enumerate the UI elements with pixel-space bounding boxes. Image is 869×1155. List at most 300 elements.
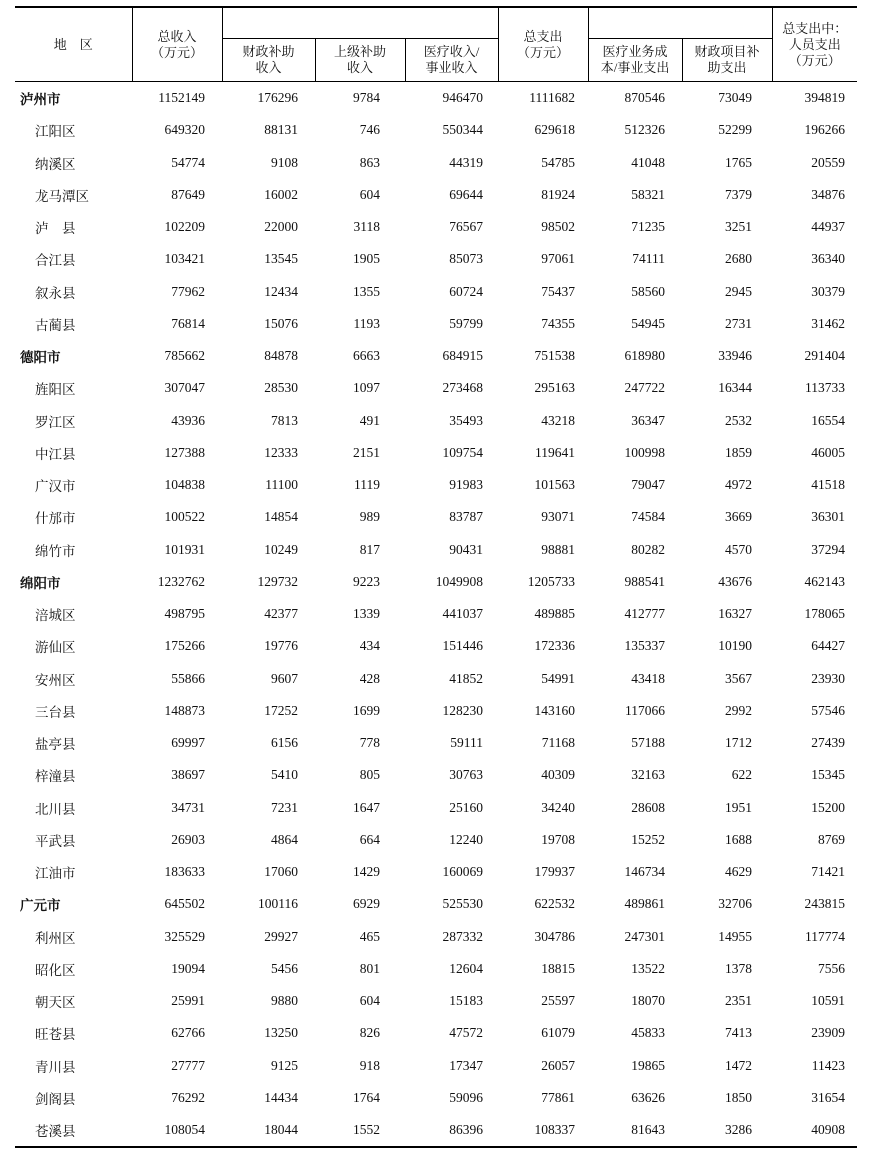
total-expense-cell: 108337: [498, 1114, 588, 1147]
project-subsidy-cell: 16327: [718, 606, 753, 622]
total-expense-cell: 179937: [534, 864, 576, 880]
personnel-expense-cell: 15345: [811, 767, 846, 783]
total-expense-cell: 97061: [541, 251, 576, 267]
fiscal-subsidy-cell: 29927: [264, 928, 298, 944]
superior-subsidy-cell: 9223: [353, 573, 380, 589]
fiscal-subsidy-cell: 19776: [264, 638, 298, 654]
superior-subsidy-cell: 9784: [353, 90, 380, 106]
district-row: [15, 824, 857, 856]
district-name: 泸 县: [35, 221, 76, 237]
district-row: [15, 630, 857, 662]
total-income-cell: 102209: [164, 219, 205, 235]
project-subsidy-cell: 1378: [725, 960, 753, 976]
superior-subsidy-cell: 1699: [353, 702, 380, 718]
medical-income-cell: 12240: [449, 831, 484, 847]
medical-income-cell: 550344: [442, 122, 484, 138]
superior-subsidy-cell: 1552: [315, 1114, 405, 1147]
total-income-cell: 87649: [171, 186, 205, 202]
medical-income-cell: 684915: [442, 348, 484, 364]
project-subsidy-cell: 3669: [725, 509, 753, 525]
project-subsidy-cell: 2945: [725, 283, 753, 299]
medical-income-cell: 59096: [449, 1089, 484, 1105]
district-row: [15, 953, 857, 985]
district-name: 昭化区: [35, 962, 76, 978]
total-expense-cell: 54785: [541, 154, 576, 170]
header-personnel-line3: （万元）: [788, 52, 841, 68]
total-expense-cell: 25597: [541, 993, 576, 1009]
total-income-cell: 103421: [164, 251, 205, 267]
superior-subsidy-cell: 3118: [353, 219, 380, 235]
fiscal-subsidy-cell: 16002: [264, 186, 298, 202]
fiscal-subsidy-cell: 28530: [264, 380, 298, 396]
personnel-expense-cell: 37294: [811, 541, 846, 557]
medical-cost-cell: 54945: [631, 315, 666, 331]
medical-income-cell: 85073: [449, 251, 484, 267]
medical-income-cell: 12604: [449, 960, 484, 976]
total-income-cell: 77962: [171, 283, 205, 299]
personnel-expense-cell: 196266: [804, 122, 846, 138]
personnel-expense-cell: 394819: [804, 90, 846, 106]
district-name: 罗江区: [35, 414, 76, 430]
district-name: 涪城区: [35, 608, 76, 624]
total-expense-cell: 77861: [541, 1089, 576, 1105]
total-expense-cell: 1205733: [527, 573, 576, 589]
medical-income-cell: 35493: [449, 412, 484, 428]
total-income-cell: 27777: [171, 1057, 205, 1073]
medical-cost-cell: 41048: [631, 154, 666, 170]
header-medical-cost-line1: 医疗业务成: [602, 44, 668, 59]
medical-cost-cell: 80282: [631, 541, 666, 557]
fiscal-subsidy-cell: 13250: [264, 1025, 298, 1041]
header-fiscal-subsidy: [222, 39, 315, 82]
medical-cost-cell: 57188: [631, 735, 666, 751]
total-expense-cell: 34240: [541, 799, 576, 815]
header-medical-income-line2: 事业收入: [425, 60, 478, 75]
personnel-expense-cell: 46005: [811, 444, 846, 460]
header-medical-income: [405, 39, 498, 82]
project-subsidy-cell: 3251: [725, 219, 753, 235]
total-income-cell: 1152149: [158, 90, 205, 106]
personnel-expense-cell: 40908: [772, 1114, 857, 1147]
district-name: 什邡市: [35, 511, 76, 527]
total-expense-cell: 119641: [535, 444, 576, 460]
header-medical-cost-line2: 本/事业支出: [600, 60, 670, 75]
medical-cost-cell: 988541: [624, 573, 666, 589]
fiscal-subsidy-cell: 14854: [264, 509, 298, 525]
total-expense-cell: 101563: [534, 477, 576, 493]
superior-subsidy-cell: 918: [359, 1057, 380, 1073]
total-income-cell: 183633: [164, 864, 205, 880]
personnel-expense-cell: 113733: [805, 380, 846, 396]
medical-cost-cell: 13522: [631, 960, 666, 976]
header-region-label: 地 区: [53, 36, 93, 52]
total-income-cell: 101931: [164, 541, 205, 557]
total-expense-cell: 489885: [534, 606, 576, 622]
district-name: 平武县: [35, 833, 76, 849]
superior-subsidy-cell: 6663: [353, 348, 380, 364]
district-row: [15, 1082, 857, 1114]
personnel-expense-cell: 291404: [804, 348, 846, 364]
personnel-expense-cell: 34876: [811, 186, 846, 202]
total-income-cell: 54774: [171, 154, 205, 170]
district-name: 绵竹市: [35, 543, 76, 559]
total-income-cell: 785662: [164, 348, 205, 364]
superior-subsidy-cell: 1097: [353, 380, 380, 396]
header-personnel: [772, 7, 857, 82]
superior-subsidy-cell: 6929: [353, 896, 380, 912]
medical-cost-cell: 117066: [625, 702, 666, 718]
total-income-cell: 76814: [171, 315, 205, 331]
total-income-cell: 43936: [171, 412, 205, 428]
medical-income-cell: 441037: [442, 606, 484, 622]
fiscal-subsidy-cell: 10249: [264, 541, 298, 557]
superior-subsidy-cell: 1905: [353, 251, 380, 267]
superior-subsidy-cell: 1339: [353, 606, 380, 622]
medical-cost-cell: 247722: [624, 380, 666, 396]
personnel-expense-cell: 20559: [811, 154, 846, 170]
medical-cost-cell: 19865: [631, 1057, 666, 1073]
total-income-cell: 1232762: [157, 573, 205, 589]
total-income-cell: 645502: [164, 896, 205, 912]
fiscal-subsidy-cell: 22000: [264, 219, 298, 235]
medical-cost-cell: 489861: [624, 896, 666, 912]
medical-income-cell: 44319: [449, 154, 484, 170]
medical-income-cell: 90431: [449, 541, 484, 557]
total-income-cell: 104838: [164, 477, 205, 493]
medical-cost-cell: 43418: [631, 670, 666, 686]
header-total-income: [132, 7, 222, 82]
city-row: [15, 888, 857, 920]
total-expense-cell: 304786: [534, 928, 576, 944]
medical-cost-cell: 18070: [631, 993, 666, 1009]
superior-subsidy-cell: 1119: [354, 477, 380, 493]
medical-cost-cell: 28608: [631, 799, 666, 815]
fiscal-subsidy-cell: 15076: [264, 315, 298, 331]
header-personnel-line2: 人员支出: [788, 36, 841, 52]
project-subsidy-cell: 10190: [718, 638, 753, 654]
medical-cost-cell: 45833: [631, 1025, 666, 1041]
district-row: [15, 598, 857, 630]
fiscal-subsidy-cell: 7813: [271, 412, 298, 428]
personnel-expense-cell: 11423: [811, 1057, 846, 1073]
project-subsidy-cell: 32706: [718, 896, 753, 912]
fiscal-subsidy-cell: 9108: [271, 154, 298, 170]
medical-income-cell: 160069: [442, 864, 484, 880]
header-total-income-line2: （万元）: [150, 44, 203, 60]
district-name: 中江县: [35, 446, 76, 462]
superior-subsidy-cell: 1429: [353, 864, 380, 880]
project-subsidy-cell: 33946: [718, 348, 753, 364]
total-income-cell: 325529: [164, 928, 205, 944]
superior-subsidy-cell: 801: [359, 960, 380, 976]
total-income-cell: 25991: [171, 993, 205, 1009]
total-expense-cell: 93071: [541, 509, 576, 525]
district-name: 青川县: [35, 1059, 76, 1075]
medical-income-cell: 69644: [449, 186, 484, 202]
total-expense-cell: 143160: [534, 702, 576, 718]
total-expense-cell: 172336: [534, 638, 576, 654]
fiscal-subsidy-cell: 4864: [271, 831, 298, 847]
district-name: 安州区: [35, 672, 76, 688]
project-subsidy-cell: 4972: [725, 477, 753, 493]
district-row: [15, 663, 857, 695]
total-income-cell: 148873: [164, 702, 205, 718]
superior-subsidy-cell: 465: [359, 928, 380, 944]
total-expense-cell: 43218: [541, 412, 576, 428]
medical-cost-cell: 58321: [631, 186, 666, 202]
fiscal-subsidy-cell: 12434: [264, 283, 298, 299]
total-expense-cell: 81924: [541, 186, 576, 202]
personnel-expense-cell: 30379: [811, 283, 846, 299]
district-row: [15, 1050, 857, 1082]
district-name: 江阳区: [35, 124, 76, 140]
fiscal-subsidy-cell: 176296: [257, 90, 298, 106]
city-name: 绵阳市: [20, 575, 61, 591]
total-expense-cell: 295163: [534, 380, 576, 396]
header-project-subsidy-line2: 助支出: [707, 60, 747, 75]
total-expense-cell: 622532: [534, 896, 576, 912]
total-income-cell: 100522: [164, 509, 205, 525]
medical-income-cell: 109754: [442, 444, 484, 460]
district-row: [15, 759, 857, 791]
superior-subsidy-cell: 826: [359, 1025, 380, 1041]
project-subsidy-cell: 1712: [725, 735, 753, 751]
medical-cost-cell: 74584: [631, 509, 666, 525]
total-expense-cell: 54991: [541, 670, 576, 686]
project-subsidy-cell: 1951: [725, 799, 753, 815]
district-name: 合江县: [35, 253, 76, 269]
city-row: [15, 340, 857, 372]
personnel-expense-cell: 243815: [804, 896, 846, 912]
header-fiscal-subsidy-line1: 财政补助: [242, 44, 295, 59]
medical-income-cell: 273468: [442, 380, 484, 396]
header-superior-subsidy: [315, 39, 405, 82]
superior-subsidy-cell: 817: [359, 541, 380, 557]
superior-subsidy-cell: 778: [359, 735, 380, 751]
district-name: 三台县: [35, 704, 76, 720]
medical-cost-cell: 71235: [631, 219, 666, 235]
total-expense-cell: 98502: [541, 219, 576, 235]
district-name: 盐亭县: [35, 737, 76, 753]
superior-subsidy-cell: 491: [359, 412, 380, 428]
medical-cost-cell: 74111: [632, 251, 666, 267]
header-superior-subsidy-line1: 上级补助: [333, 44, 386, 59]
project-subsidy-cell: 2680: [725, 251, 753, 267]
header-total-expense-line1: 总支出: [523, 28, 563, 44]
district-row: [15, 372, 857, 404]
personnel-expense-cell: 57546: [811, 702, 846, 718]
fiscal-subsidy-cell: 5456: [271, 960, 298, 976]
personnel-expense-cell: 23930: [811, 670, 846, 686]
personnel-expense-cell: 27439: [811, 735, 846, 751]
fiscal-subsidy-cell: 100116: [258, 896, 298, 912]
medical-income-cell: 151446: [442, 638, 484, 654]
fiscal-subsidy-cell: 13545: [264, 251, 298, 267]
district-row: [15, 114, 857, 146]
project-subsidy-cell: 73049: [718, 90, 753, 106]
header-personnel-line1: 总支出中：: [782, 20, 848, 36]
medical-cost-cell: 58560: [631, 283, 666, 299]
district-row: [15, 856, 857, 888]
medical-income-cell: 59111: [450, 735, 484, 751]
project-subsidy-cell: 4629: [725, 864, 753, 880]
total-expense-cell: 71168: [541, 735, 576, 751]
project-subsidy-cell: 622: [731, 767, 753, 783]
header-medical-cost: [588, 39, 682, 82]
district-row: [15, 179, 857, 211]
personnel-expense-cell: 23909: [811, 1025, 846, 1041]
medical-income-cell: 25160: [449, 799, 484, 815]
medical-cost-cell: 36347: [631, 412, 666, 428]
project-subsidy-cell: 52299: [718, 122, 753, 138]
district-row: [15, 211, 857, 243]
total-income-cell: 26903: [171, 831, 205, 847]
district-name: 苍溪县: [15, 1114, 132, 1147]
total-income-cell: 175266: [164, 638, 205, 654]
district-name: 纳溪区: [35, 156, 76, 172]
personnel-expense-cell: 7556: [818, 960, 846, 976]
personnel-expense-cell: 178065: [804, 606, 846, 622]
project-subsidy-cell: 1688: [725, 831, 753, 847]
district-row: [15, 1114, 857, 1147]
personnel-expense-cell: 16554: [811, 412, 846, 428]
total-expense-cell: 75437: [541, 283, 576, 299]
fiscal-subsidy-cell: 5410: [271, 767, 298, 783]
medical-income-cell: 946470: [442, 90, 484, 106]
header-fiscal-subsidy-line2: 收入: [255, 60, 282, 75]
district-name: 游仙区: [35, 640, 76, 656]
project-subsidy-cell: 3286: [682, 1114, 772, 1147]
personnel-expense-cell: 10591: [811, 993, 846, 1009]
total-income-cell: 55866: [171, 670, 205, 686]
total-expense-cell: 751538: [534, 348, 576, 364]
total-income-cell: 19094: [171, 960, 205, 976]
district-row: [15, 727, 857, 759]
district-row: [15, 534, 857, 566]
total-income-cell: 307047: [164, 380, 205, 396]
medical-income-cell: 30763: [449, 767, 484, 783]
medical-income-cell: 59799: [449, 315, 484, 331]
city-name: 德阳市: [20, 350, 61, 366]
medical-cost-cell: 63626: [631, 1089, 666, 1105]
total-expense-cell: 74355: [541, 315, 576, 331]
project-subsidy-cell: 1859: [725, 444, 753, 460]
medical-income-cell: 91983: [449, 477, 484, 493]
superior-subsidy-cell: 1764: [353, 1089, 380, 1105]
medical-income-cell: 41852: [449, 670, 484, 686]
total-income-cell: 76292: [171, 1089, 205, 1105]
superior-subsidy-cell: 989: [359, 509, 380, 525]
district-name: 旌阳区: [35, 382, 76, 398]
total-income-cell: 498795: [164, 606, 205, 622]
fiscal-subsidy-cell: 14434: [264, 1089, 298, 1105]
header-superior-subsidy-line2: 收入: [346, 60, 373, 75]
district-name: 利州区: [35, 930, 76, 946]
district-row: [15, 469, 857, 501]
superior-subsidy-cell: 604: [359, 186, 380, 202]
fiscal-subsidy-cell: 88131: [264, 122, 298, 138]
district-row: [15, 695, 857, 727]
header-expense-group: [588, 7, 772, 39]
city-name: 广元市: [20, 898, 61, 914]
superior-subsidy-cell: 863: [359, 154, 380, 170]
project-subsidy-cell: 14955: [718, 928, 753, 944]
medical-cost-cell: 146734: [624, 864, 666, 880]
total-income-cell: 62766: [171, 1025, 205, 1041]
superior-subsidy-cell: 746: [359, 122, 380, 138]
fiscal-subsidy-cell: 9607: [271, 670, 298, 686]
total-income-cell: 108054: [132, 1114, 222, 1147]
medical-income-cell: 15183: [449, 993, 484, 1009]
personnel-expense-cell: 117774: [805, 928, 846, 944]
medical-income-cell: 83787: [449, 509, 484, 525]
personnel-expense-cell: 31462: [811, 315, 846, 331]
district-name: 梓潼县: [35, 769, 76, 785]
personnel-expense-cell: 36340: [811, 251, 846, 267]
superior-subsidy-cell: 1355: [353, 283, 380, 299]
district-name: 江油市: [35, 866, 76, 882]
project-subsidy-cell: 2351: [725, 993, 753, 1009]
fiscal-subsidy-cell: 42377: [264, 606, 298, 622]
superior-subsidy-cell: 604: [359, 993, 380, 1009]
project-subsidy-cell: 3567: [725, 670, 753, 686]
district-row: [15, 501, 857, 533]
superior-subsidy-cell: 2151: [353, 444, 380, 460]
header-total-income-line1: 总收入: [157, 28, 197, 44]
district-row: [15, 985, 857, 1017]
district-row: [15, 276, 857, 308]
medical-income-cell: 86396: [405, 1114, 498, 1147]
medical-cost-cell: 135337: [624, 638, 666, 654]
district-row: [15, 308, 857, 340]
total-expense-cell: 98881: [541, 541, 576, 557]
fiscal-subsidy-cell: 9125: [271, 1057, 298, 1073]
project-subsidy-cell: 2992: [725, 702, 753, 718]
medical-cost-cell: 15252: [631, 831, 666, 847]
total-expense-cell: 40309: [541, 767, 576, 783]
fiscal-subsidy-cell: 18044: [222, 1114, 315, 1147]
medical-income-cell: 60724: [449, 283, 484, 299]
medical-cost-cell: 32163: [631, 767, 666, 783]
personnel-expense-cell: 462143: [804, 573, 846, 589]
medical-cost-cell: 247301: [624, 928, 666, 944]
table-body: [15, 82, 857, 1148]
project-subsidy-cell: 2731: [725, 315, 753, 331]
personnel-expense-cell: 31654: [811, 1089, 846, 1105]
total-income-cell: 127388: [164, 444, 205, 460]
medical-income-cell: 47572: [449, 1025, 484, 1041]
superior-subsidy-cell: 434: [359, 638, 380, 654]
district-name: 朝天区: [35, 995, 76, 1011]
total-expense-cell: 19708: [541, 831, 576, 847]
header-income-group: [222, 7, 498, 39]
project-subsidy-cell: 43676: [718, 573, 753, 589]
district-row: [15, 243, 857, 275]
district-name: 叙永县: [35, 285, 76, 301]
header-project-subsidy: [682, 39, 772, 82]
medical-cost-cell: 870546: [624, 90, 666, 106]
fiscal-subsidy-cell: 11100: [265, 477, 298, 493]
district-name: 北川县: [35, 801, 76, 817]
fiscal-subsidy-cell: 17252: [264, 702, 298, 718]
total-expense-cell: 26057: [541, 1057, 576, 1073]
district-row: [15, 147, 857, 179]
total-expense-cell: 18815: [541, 960, 576, 976]
medical-income-cell: 525530: [442, 896, 484, 912]
superior-subsidy-cell: 1647: [353, 799, 380, 815]
table-header: [15, 7, 857, 82]
superior-subsidy-cell: 1193: [353, 315, 380, 331]
